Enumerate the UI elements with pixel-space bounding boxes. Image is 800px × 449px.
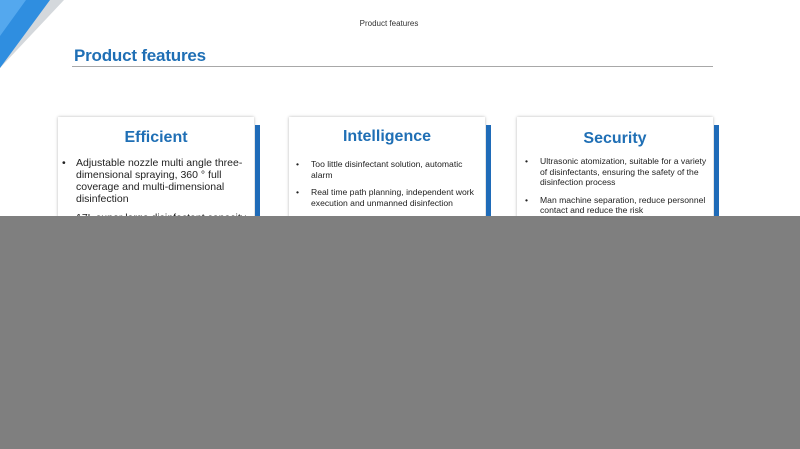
title-divider (72, 66, 713, 67)
bullet-icon: • (62, 157, 66, 169)
document-header: Product features (359, 19, 419, 28)
list-item-text: Real time path planning, independent work execution and unmanned disinfection (311, 187, 474, 208)
feature-list (517, 156, 713, 216)
list-item-text: Adjustable nozzle multi angle three-dimensional spraying, 360 ° full coverage and multi-dimensional disinfection (76, 157, 243, 205)
feature-list (289, 159, 485, 208)
gray-overlay-panel (0, 216, 800, 449)
bullet-icon: • (525, 194, 529, 205)
list-item-text: Man machine separation, reduce personnel contact and reduce the risk (540, 194, 706, 215)
feature-list (58, 157, 254, 224)
list-item (296, 159, 479, 180)
bullet-icon: • (296, 187, 300, 197)
card-title: Efficient (124, 129, 188, 146)
list-item-text: Too little disinfectant solution, automatic alarm (311, 159, 463, 180)
list-item (62, 157, 250, 205)
list-item (296, 187, 479, 208)
corner-decoration-highlight (0, 0, 26, 36)
list-item-text: Ultrasonic atomization, suitable for a variety of disinfectants, ensuring the safety of the disinfection process (540, 156, 707, 187)
section-title: Product features (74, 46, 206, 65)
list-item (525, 156, 707, 188)
card-title: Security (583, 130, 647, 147)
card-title: Intelligence (342, 128, 432, 145)
bullet-icon: • (296, 159, 300, 169)
list-item (525, 194, 707, 216)
bullet-icon: • (525, 156, 529, 166)
